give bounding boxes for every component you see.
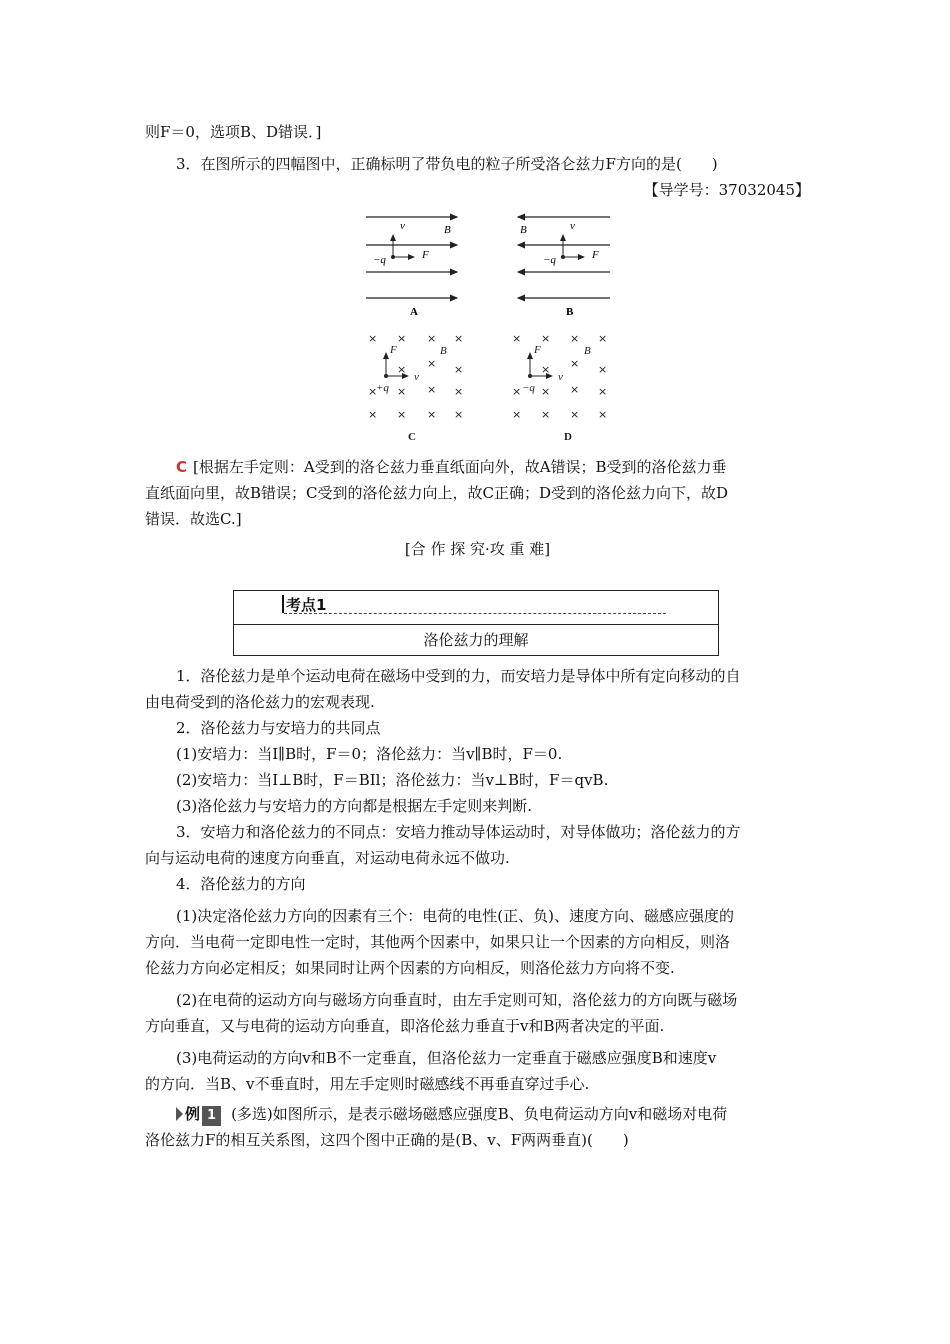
panel-d-B: B — [584, 345, 591, 357]
point-2-1: (1)安培力：当I∥B时，F＝0；洛伦兹力：当v∥B时，F＝0. — [176, 745, 563, 763]
svg-text:×: × — [570, 383, 580, 396]
example-text-1: (多选)如图所示，是表示磁场磁感应强度B、负电荷运动方向v和磁场对电荷 — [231, 1105, 728, 1123]
panel-c-label: C — [408, 431, 416, 443]
panel-d-label: D — [564, 431, 572, 443]
example-label: 例 — [185, 1105, 201, 1123]
svg-text:×: × — [397, 332, 407, 345]
panel-d-charge: −q — [522, 382, 535, 394]
svg-text:×: × — [368, 408, 378, 421]
answer-letter: C — [176, 458, 188, 476]
explanation-1: [根据左手定则：A受到的洛仑兹力垂直纸面向外，故A错误；B受到的洛伦兹力垂 — [193, 458, 727, 476]
svg-text:×: × — [541, 385, 551, 398]
panel-d-v: v — [558, 371, 563, 383]
svg-text:×: × — [427, 357, 437, 370]
point-4: 4．洛伦兹力的方向 — [176, 875, 306, 893]
point-4-3a: (3)电荷运动的方向v和B不一定垂直，但洛伦兹力一定垂直于磁感应强度B和速度v — [176, 1049, 717, 1067]
panel-c-B: B — [440, 345, 447, 357]
panel-a — [366, 217, 457, 318]
svg-text:×: × — [427, 408, 437, 421]
kaodian-header — [234, 591, 718, 624]
kaodian-tag: 考点1 — [286, 596, 327, 614]
svg-text:×: × — [368, 385, 378, 398]
svg-text:×: × — [454, 332, 464, 345]
panel-a-B: B — [444, 224, 451, 236]
point-4-2a: (2)在电荷的运动方向与磁场方向垂直时，由左手定则可知，洛伦兹力的方向既与磁场 — [176, 991, 738, 1009]
svg-text:×: × — [598, 332, 608, 345]
kaodian-dash — [284, 613, 666, 614]
guide-number: 【导学号：37032045】 — [643, 181, 810, 199]
panel-b-v: v — [570, 220, 575, 232]
panel-c — [368, 332, 463, 443]
panel-b-F: F — [592, 249, 599, 261]
svg-text:×: × — [598, 385, 608, 398]
panel-c-F: F — [390, 344, 397, 356]
svg-text:×: × — [541, 363, 551, 376]
example-number: 1 — [202, 1106, 221, 1126]
svg-text:×: × — [368, 332, 378, 345]
question-3-stem: 3．在图所示的四幅图中，正确标明了带负电的粒子所受洛仑兹力F方向的是( ) — [176, 155, 718, 173]
explanation-2: 直纸面向里，故B错误；C受到的洛伦兹力向上，故C正确；D受到的洛伦兹力向下，故D — [145, 484, 729, 502]
point-1a: 1．洛伦兹力是单个运动电荷在磁场中受到的力，而安培力是导体中所有定向移动的自 — [176, 667, 741, 685]
svg-text:×: × — [512, 408, 522, 421]
panel-c-v: v — [414, 371, 419, 383]
kaodian-title: 洛伦兹力的理解 — [234, 624, 718, 656]
point-4-1b: 方向．当电荷一定即电性一定时，其他两个因素中，如果只让一个因素的方向相反，则洛 — [145, 933, 731, 951]
svg-text:×: × — [598, 363, 608, 376]
point-3b: 向与运动电荷的速度方向垂直，对运动电荷永远不做功. — [145, 849, 510, 867]
svg-text:×: × — [598, 408, 608, 421]
svg-text:×: × — [570, 357, 580, 370]
svg-text:×: × — [397, 408, 407, 421]
example-line-1 — [176, 1104, 810, 1126]
point-4-1a: (1)决定洛伦兹力方向的因素有三个：电荷的电性(正、负)、速度方向、磁感应强度的 — [176, 907, 734, 925]
svg-text:×: × — [512, 332, 522, 345]
point-2-3: (3)洛伦兹力与安培力的方向都是根据左手定则来判断. — [176, 797, 533, 815]
svg-text:×: × — [454, 385, 464, 398]
previous-answer-tail: 则F＝0，选项B、D错误．] — [145, 123, 322, 141]
svg-text:×: × — [570, 332, 580, 345]
panel-d-F: F — [534, 344, 541, 356]
svg-text:×: × — [397, 385, 407, 398]
svg-text:×: × — [541, 408, 551, 421]
panel-c-charge: +q — [376, 382, 389, 394]
point-2: 2．洛伦兹力与安培力的共同点 — [176, 719, 381, 737]
figure-svg — [350, 205, 630, 450]
kaodian-box — [233, 590, 719, 656]
svg-text:×: × — [427, 383, 437, 396]
point-3a: 3．安培力和洛伦兹力的不同点：安培力推动导体运动时，对导体做功；洛伦兹力的方 — [176, 823, 741, 841]
example-text-2: 洛伦兹力F的相互关系图，这四个图中正确的是(B、v、F两两垂直)( ) — [145, 1131, 629, 1149]
explanation-3: 错误．故选C.] — [145, 510, 242, 528]
panel-a-F: F — [422, 249, 429, 261]
svg-text:×: × — [454, 363, 464, 376]
svg-text:×: × — [427, 332, 437, 345]
svg-text:×: × — [454, 408, 464, 421]
point-4-2b: 方向垂直，又与电荷的运动方向垂直，即洛伦兹力垂直于v和B两者决定的平面. — [145, 1017, 665, 1035]
panel-d — [512, 332, 607, 443]
example-badge — [176, 1104, 221, 1126]
point-1b: 由电荷受到的洛伦兹力的宏观表现. — [145, 693, 375, 711]
point-4-1c: 伦兹力方向必定相反；如果同时让两个因素的方向相反，则洛伦兹力方向将不变. — [145, 959, 675, 977]
panel-b — [518, 217, 610, 318]
kaodian-bar — [282, 595, 284, 613]
example-arrow-icon — [176, 1107, 183, 1121]
panel-b-label: B — [566, 306, 574, 318]
svg-text:×: × — [570, 408, 580, 421]
panel-b-B: B — [520, 224, 527, 236]
panel-a-label: A — [410, 306, 418, 318]
point-2-2: (2)安培力：当I⊥B时，F＝BIl；洛伦兹力：当v⊥B时，F＝qvB. — [176, 771, 609, 789]
svg-text:×: × — [397, 363, 407, 376]
section-title: [合 作 探 究·攻 重 难] — [404, 540, 551, 558]
panel-b-charge: −q — [543, 254, 556, 266]
lorentz-force-figure — [350, 205, 630, 450]
answer-line-1 — [176, 457, 810, 477]
point-4-3b: 的方向．当B、v不垂直时，用左手定则时磁感线不再垂直穿过手心. — [145, 1075, 590, 1093]
svg-text:×: × — [512, 385, 522, 398]
panel-a-v: v — [400, 220, 405, 232]
panel-a-charge: −q — [373, 254, 386, 266]
svg-text:×: × — [541, 332, 551, 345]
